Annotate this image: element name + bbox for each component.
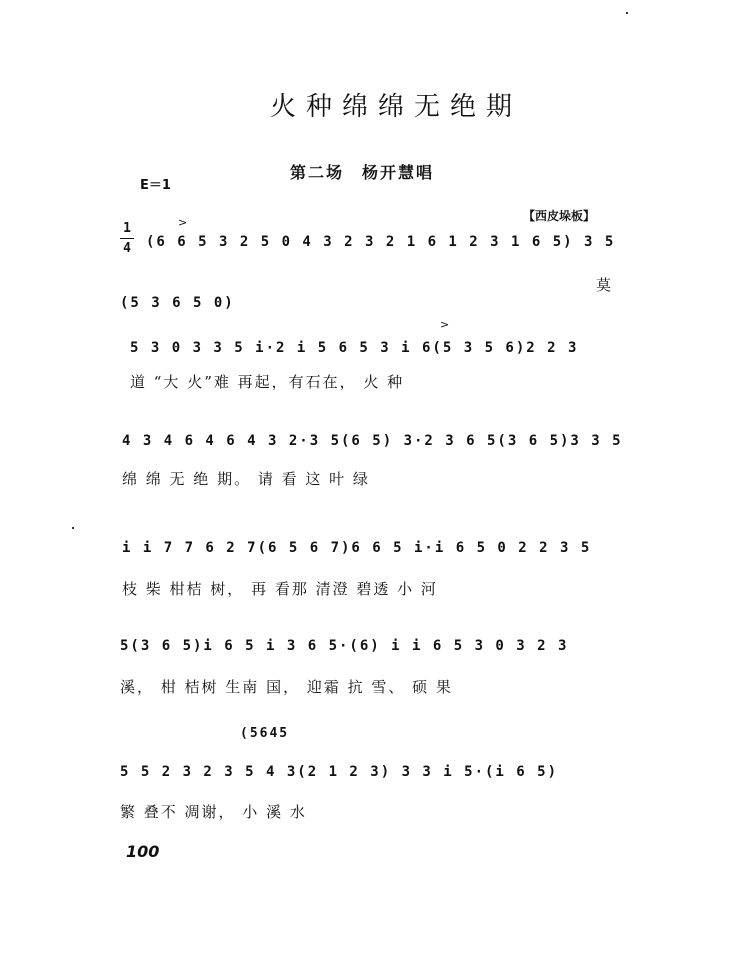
scene-subtitle: 第二场 杨开慧唱 <box>290 163 435 182</box>
accent-mark: > <box>440 318 450 331</box>
song-title: 火种绵绵无绝期 <box>270 92 523 122</box>
key-signature: E＝1 <box>140 178 171 193</box>
notation-line-1: (5 3 6 5 0) <box>120 295 235 311</box>
intro-notes: (6 6 5 3 2 5 0 4 3 2 3 2 1 6 1 2 3 1 6 5) 3 5 <box>146 234 616 250</box>
lyric-line-3: 绵 绵 无 绝 期。 请 看 这 叶 绿 <box>122 470 370 488</box>
time-signature-bottom: 4 <box>123 241 131 256</box>
page-number: 100 <box>126 842 160 861</box>
notation-line-5: 5(3 6 5)i 6 5 i 3 6 5·(6) i i 6 5 3 0 3 2 3 <box>120 638 569 654</box>
lyric-pickup: 莫 <box>596 276 614 294</box>
scan-speck <box>72 527 74 529</box>
notation-line-4: i i 7 7 6 2 7(6 5 6 7)6 6 5 i·i 6 5 0 2 2 3 5 <box>122 540 592 556</box>
ornament-bracket: (5645 <box>240 726 290 741</box>
lyric-line-6: 繁 叠不 凋谢， 小 溪 水 <box>120 803 307 821</box>
lyric-line-4: 枝 柴 柑桔 树， 再 看那 清澄 碧透 小 河 <box>122 580 438 598</box>
scan-speck <box>626 12 628 14</box>
banshi-label: 【西皮垛板】 <box>523 209 596 223</box>
lyric-line-2: 道 “大 火”难 再起，有石在， 火 种 <box>130 373 405 391</box>
notation-line-2: 5 3 0 3 3 5 i·2 i 5 6 5 3 i 6(5 3 5 6)2 2 3 <box>130 340 579 356</box>
lyric-line-5: 溪， 柑 桔树 生南 国， 迎霜 抗 雪、 硕 果 <box>120 678 453 696</box>
time-signature-top: 1 <box>123 221 131 236</box>
time-signature <box>120 220 134 257</box>
notation-line-3: 4 3 4 6 4 6 4 3 2·3 5(6 5) 3·2 3 6 5(3 6 5)3 3 5 <box>122 433 623 449</box>
accent-mark: > <box>178 216 188 229</box>
notation-line-6: 5 5 2 3 2 3 5 4 3(2 1 2 3) 3 3 i 5·(i 6 5) <box>120 764 559 780</box>
